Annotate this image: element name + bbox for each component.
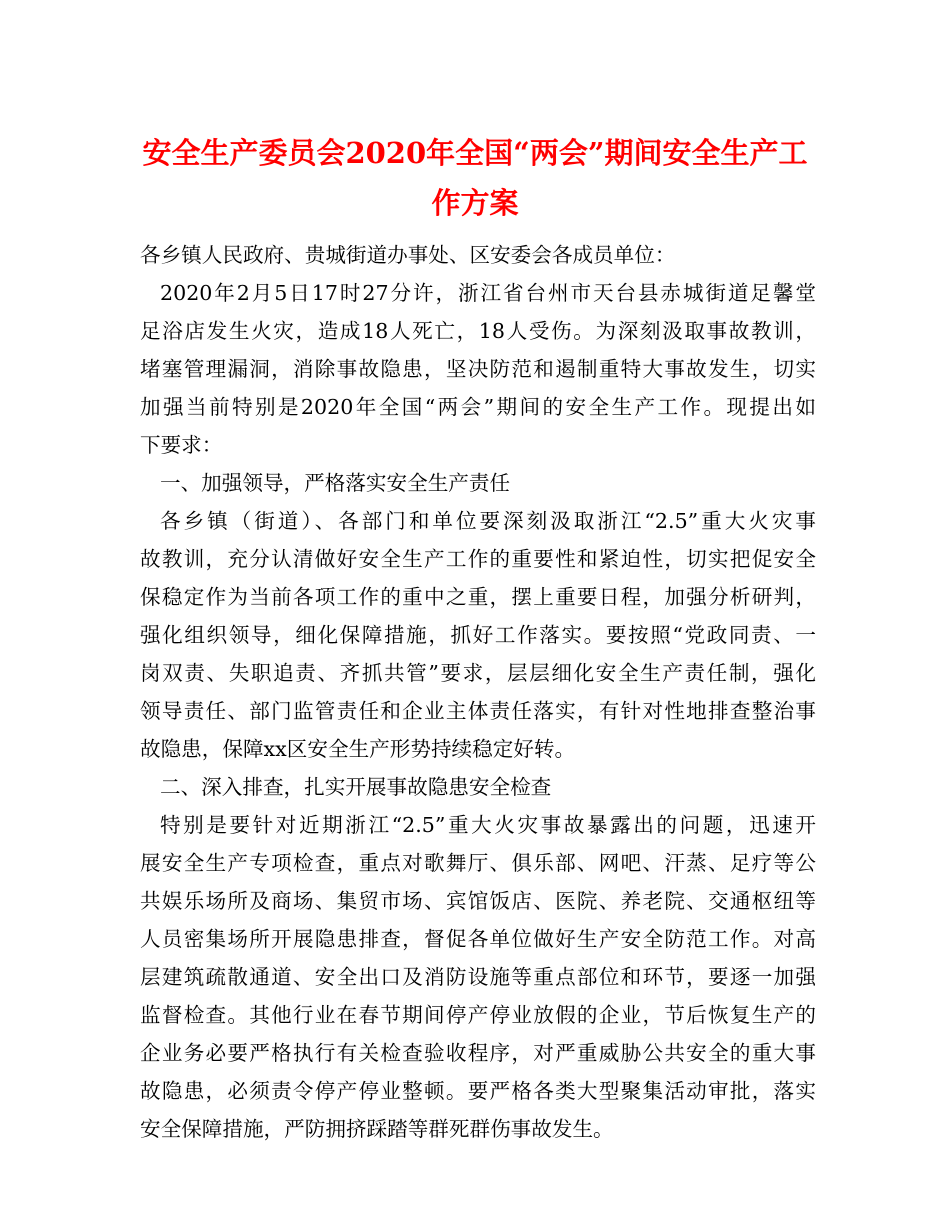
title-line: 作方案 <box>431 186 519 220</box>
document-body <box>140 236 816 1148</box>
text-line: 强化组织领导，细化保障措施，抓好工作落实。要按照“党政同责、一 <box>140 623 816 647</box>
text-line: 故隐患，必须责令停产停业整顿。要严格各类大型聚集活动审批，落实 <box>140 1079 816 1103</box>
text-line: 岗双责、失职追责、齐抓共管”要求，层层细化安全生产责任制，强化 <box>140 661 816 685</box>
title-line: 安全生产委员会2020年全国“两会”期间安全生产工 <box>142 136 808 170</box>
paragraph <box>140 274 816 464</box>
text-line: 保稳定作为当前各项工作的重中之重，摆上重要日程，加强分析研判， <box>140 585 816 609</box>
text-line: 安全保障措施，严防拥挤踩踏等群死群伤事故发生。 <box>140 1117 614 1141</box>
section-heading: 一、加强领导，严格落实安全生产责任 <box>160 471 511 495</box>
text-line: 特别是要针对近期浙江“2.5”重大火灾事故暴露出的问题，迅速开 <box>160 813 816 837</box>
text-line: 领导责任、部门监管责任和企业主体责任落实，有针对性地排查整治事 <box>140 699 816 723</box>
text-line: 故隐患，保障xx区安全生产形势持续稳定好转。 <box>140 737 576 761</box>
paragraph <box>140 502 816 768</box>
text-line: 加强当前特别是2020年全国“两会”期间的安全生产工作。现提出如 <box>140 395 816 419</box>
document-title <box>120 128 830 228</box>
text-line: 下要求： <box>140 433 223 457</box>
paragraph <box>140 806 816 1148</box>
text-line: 人员密集场所开展隐患排查，督促各单位做好生产安全防范工作。对高 <box>140 927 816 951</box>
text-line: 共娱乐场所及商场、集贸市场、宾馆饭店、医院、养老院、交通枢纽等 <box>140 889 816 913</box>
text-line: 监督检查。其他行业在春节期间停产停业放假的企业，节后恢复生产的 <box>140 1003 816 1027</box>
text-line: 企业务必要严格执行有关检查验收程序，对严重威胁公共安全的重大事 <box>140 1041 816 1065</box>
text-line: 2020年2月5日17时27分许，浙江省台州市天台县赤城街道足馨堂 <box>160 281 816 305</box>
text-line: 层建筑疏散通道、安全出口及消防设施等重点部位和环节，要逐一加强 <box>140 965 816 989</box>
salutation: 各乡镇人民政府、贵城街道办事处、区安委会各成员单位： <box>140 243 676 267</box>
text-line: 故教训，充分认清做好安全生产工作的重要性和紧迫性，切实把促安全 <box>140 547 816 571</box>
section-heading: 二、深入排查，扎实开展事故隐患安全检查 <box>160 775 552 799</box>
text-line: 足浴店发生火灾，造成18人死亡，18人受伤。为深刻汲取事故教训， <box>140 319 816 343</box>
text-line: 堵塞管理漏洞，消除事故隐患，坚决防范和遏制重特大事故发生，切实 <box>140 357 816 381</box>
text-line: 展安全生产专项检查，重点对歌舞厅、俱乐部、网吧、汗蒸、足疗等公 <box>140 851 816 875</box>
text-line: 各乡镇（街道）、各部门和单位要深刻汲取浙江“2.5”重大火灾事 <box>160 509 816 533</box>
